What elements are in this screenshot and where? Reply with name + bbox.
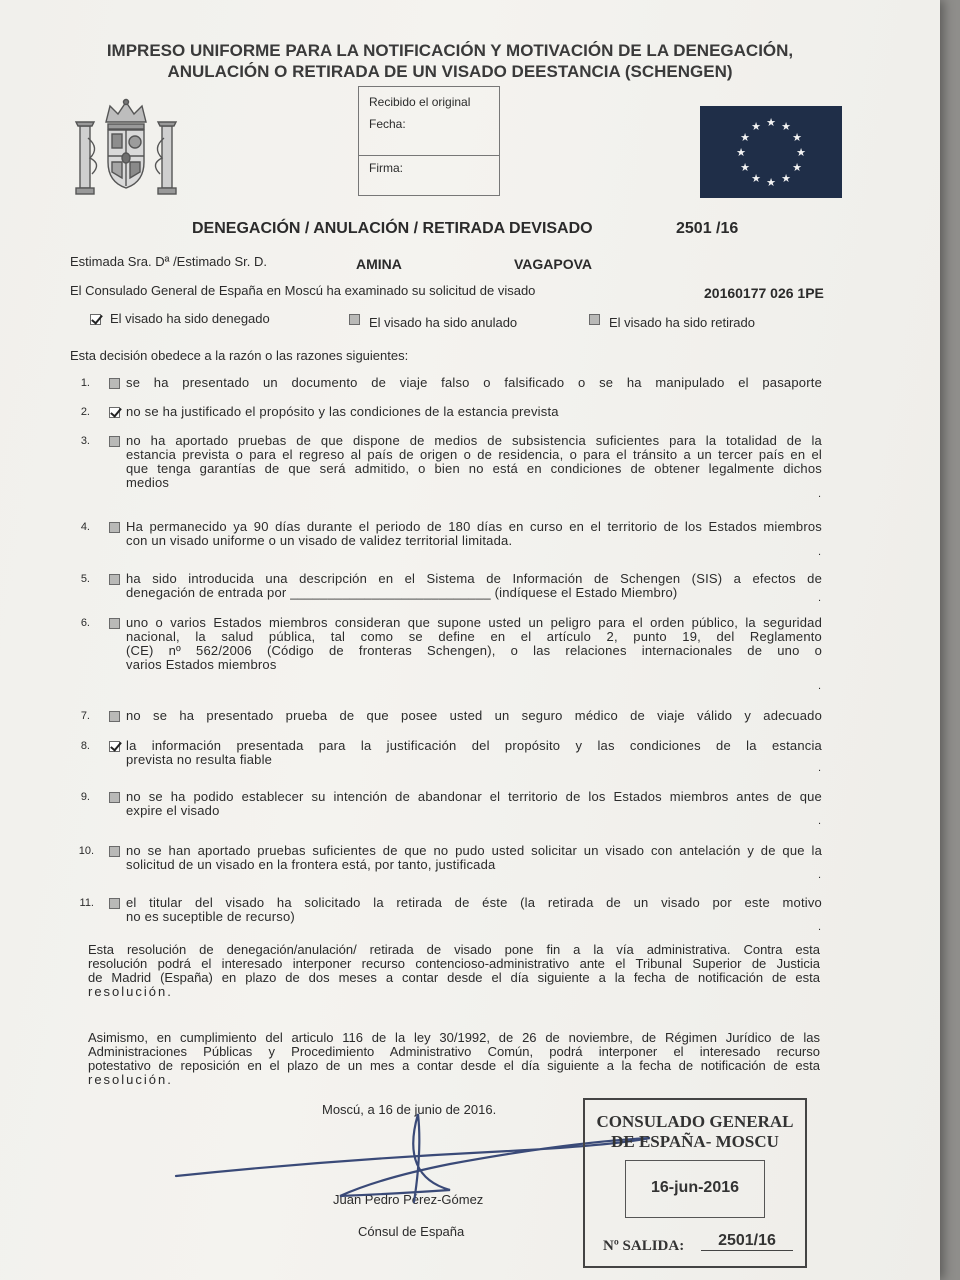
reason-text-line: la información presentada para la justificación del propósito y las condiciones de la estancia bbox=[126, 738, 822, 753]
eu-star-icon: ★ bbox=[740, 132, 750, 144]
receipt-signature-label: Firma: bbox=[369, 161, 403, 175]
reason-text-line: con un visado uniforme o un visado de validez territorial limitada. bbox=[126, 533, 513, 548]
appeal-paragraph-line: Asimismo, en cumplimiento del articulo 116 de la ley 30/1992, de 26 de noviembre, de Régimen Jurídico de las bbox=[88, 1030, 820, 1045]
appeal-paragraph-line: potestativo de reposición en el plazo de un mes a contar desde el día siguiente a la fecha de notificación de esta bbox=[88, 1058, 820, 1073]
status-checkbox[interactable] bbox=[349, 314, 360, 325]
eu-star-icon: ★ bbox=[740, 162, 750, 174]
reason-text-line: expire el visado bbox=[126, 803, 220, 818]
consulate-statement: El Consulado General de España en Moscú ha examinado su solicitud de visado bbox=[70, 283, 536, 298]
reason-text-line: que tenga garantías de que será admitido, o bien no está en condiciones de obtener legalmente dichos bbox=[126, 461, 822, 476]
eu-star-icon: ★ bbox=[796, 147, 806, 159]
line-end-dot: . bbox=[818, 921, 822, 933]
reason-text-line: no se ha presentado prueba de que posee usted un seguro médico de viaje válido y adecuado bbox=[126, 708, 822, 723]
stamp-date: 16-jun-2016 bbox=[650, 1179, 740, 1196]
eu-flag-icon bbox=[700, 106, 842, 198]
reason-text-line: varios Estados miembros bbox=[126, 657, 277, 672]
reason-text-line: no se ha podido establecer su intención de abandonar el territorio de los Estados miembros antes de que bbox=[126, 789, 822, 804]
applicant-first-name: AMINA bbox=[356, 256, 402, 272]
reason-number: 4. bbox=[80, 521, 90, 533]
spanish-coat-of-arms-icon bbox=[70, 98, 182, 198]
reason-number: 7. bbox=[80, 710, 90, 722]
applicant-last-name: VAGAPOVA bbox=[514, 256, 593, 272]
eu-star-icon: ★ bbox=[781, 121, 791, 133]
appeal-paragraph-line: de Madrid (España) en plazo de dos meses a contar desde el día siguiente a la fecha de notificación de esta bbox=[88, 970, 820, 985]
received-original-label: Recibido el original bbox=[369, 95, 471, 109]
reason-number: 8. bbox=[80, 740, 90, 752]
reason-checkbox[interactable] bbox=[109, 574, 120, 585]
application-number: 20160177 026 1PE bbox=[704, 285, 824, 301]
consulate-stamp bbox=[583, 1098, 807, 1268]
stamp-salida-label: Nº SALIDA: bbox=[603, 1238, 685, 1254]
eu-star-icon: ★ bbox=[751, 121, 761, 133]
line-end-dot: . bbox=[818, 546, 822, 558]
status-checkbox[interactable] bbox=[589, 314, 600, 325]
reason-text-line: ha sido introducida una descripción en el Sistema de Información de Schengen (SIS) a efectos de bbox=[126, 571, 822, 586]
eu-star-icon: ★ bbox=[781, 173, 791, 185]
reason-number: 6. bbox=[80, 617, 90, 629]
appeal-paragraph-line: Administraciones Públicas y Procedimiento Administrativo Común, podrá interponer el interesado recurso bbox=[88, 1044, 820, 1059]
reason-checkbox[interactable] bbox=[109, 618, 120, 629]
reason-text-line: Ha permanecido ya 90 días durante el periodo de 180 días en curso en el territorio de los Estados miembros bbox=[126, 519, 822, 534]
signer-role: Cónsul de España bbox=[358, 1224, 465, 1239]
place-and-date: Moscú, a 16 de junio de 2016. bbox=[322, 1102, 497, 1117]
reasons-intro: Esta decisión obedece a la razón o las razones siguientes: bbox=[70, 348, 409, 363]
line-end-dot: . bbox=[818, 815, 822, 827]
line-end-dot: . bbox=[818, 488, 822, 500]
form-title-line1: IMPRESO UNIFORME PARA LA NOTIFICACIÓN Y MOTIVACIÓN DE LA DENEGACIÓN, bbox=[106, 41, 794, 60]
appeal-paragraph-line: resolución podrá el interesado interponer recurso contencioso-administrativo ante el Tribunal Superior de Justicia bbox=[88, 956, 820, 971]
line-end-dot: . bbox=[818, 869, 822, 881]
reason-checkbox[interactable] bbox=[109, 436, 120, 447]
reason-text-line: uno o varios Estados miembros consideran que supone usted un peligro para el orden público, la seguridad bbox=[126, 615, 822, 630]
signer-name: Juan Pedro Pérez-Gómez bbox=[333, 1192, 484, 1207]
reason-checkbox[interactable] bbox=[109, 792, 120, 803]
reason-checkbox[interactable] bbox=[109, 711, 120, 722]
stamp-line1: CONSULADO GENERAL bbox=[596, 1112, 794, 1131]
reason-text-line: no es suceptible de recurso) bbox=[126, 909, 295, 924]
line-end-dot: . bbox=[818, 762, 822, 774]
eu-star-icon: ★ bbox=[751, 173, 761, 185]
salutation: Estimada Sra. Dª /Estimado Sr. D. bbox=[70, 254, 267, 269]
reason-checkbox[interactable] bbox=[109, 407, 120, 418]
decision-reference-number: 2501 /16 bbox=[676, 220, 739, 237]
reason-text-line: (CE) nº 562/2006 (Código de fronteras Schengen), o las relaciones internacionales de uno o bbox=[126, 643, 822, 658]
appeal-paragraph-line: resolución. bbox=[88, 1072, 173, 1087]
reason-checkbox[interactable] bbox=[109, 898, 120, 909]
reason-checkbox[interactable] bbox=[109, 741, 120, 752]
reason-number: 11. bbox=[79, 897, 94, 909]
appeal-paragraph-line: Esta resolución de denegación/anulación/ retirada de visado pone fin a la vía administrativa. Contra esta bbox=[88, 942, 820, 957]
reason-text-line: se ha presentado un documento de viaje falso o falsificado o se ha manipulado el pasaporte bbox=[126, 375, 822, 390]
reason-checkbox[interactable] bbox=[109, 522, 120, 533]
stamp-line2: DE ESPAÑA- MOSCU bbox=[611, 1132, 779, 1151]
reason-text-line: nacional, la salud pública, tal como se define en el artículo 2, punto 19, del Reglamento bbox=[126, 629, 822, 644]
line-end-dot: . bbox=[818, 592, 822, 604]
reason-checkbox[interactable] bbox=[109, 378, 120, 389]
reason-number: 5. bbox=[80, 573, 90, 585]
eu-star-icon: ★ bbox=[766, 117, 776, 129]
eu-star-icon: ★ bbox=[792, 132, 802, 144]
eu-star-icon: ★ bbox=[792, 162, 802, 174]
reason-number: 9. bbox=[80, 791, 90, 803]
reason-text-line: denegación de entrada por ___________________________ (indíquese el Estado Miembro) bbox=[126, 585, 678, 600]
reason-text-line: medios bbox=[126, 475, 170, 490]
reason-text-line: el titular del visado ha solicitado la retirada de éste (la retirada de un visado por este motivo bbox=[126, 895, 822, 910]
reason-text-line: no se ha justificado el propósito y las condiciones de la estancia prevista bbox=[126, 404, 559, 419]
reason-text-line: estancia prevista o para el regreso al país de origen o de residencia, o para el tránsito a un tercer país en el bbox=[126, 447, 822, 462]
eu-star-icon: ★ bbox=[736, 147, 746, 159]
form-title-line2: ANULACIÓN O RETIRADA DE UN VISADO DEESTANCIA (SCHENGEN) bbox=[167, 62, 733, 81]
receipt-date-label: Fecha: bbox=[369, 117, 406, 131]
line-end-dot: . bbox=[818, 680, 822, 692]
receipt-box bbox=[358, 86, 500, 196]
status-option-label: El visado ha sido retirado bbox=[609, 315, 755, 330]
reason-text-line: solicitud de un visado en la frontera está, por tanto, justificada bbox=[126, 857, 496, 872]
stamp-date-box bbox=[625, 1160, 765, 1218]
reason-number: 1. bbox=[80, 377, 90, 389]
status-option-label: El visado ha sido anulado bbox=[369, 315, 518, 330]
status-option-label: El visado ha sido denegado bbox=[110, 311, 270, 326]
decision-title: DENEGACIÓN / ANULACIÓN / RETIRADA DEVISADO bbox=[192, 220, 593, 237]
stamp-salida-number: 2501/16 bbox=[701, 1232, 793, 1251]
reason-text-line: prevista no resulta fiable bbox=[126, 752, 273, 767]
reason-text-line: no se han aportado pruebas suficientes de que no pudo usted solicitar un visado con antelación y de que la bbox=[126, 843, 822, 858]
reason-number: 10. bbox=[78, 845, 94, 857]
reason-checkbox[interactable] bbox=[109, 846, 120, 857]
eu-star-icon: ★ bbox=[766, 177, 776, 189]
form-title bbox=[60, 40, 840, 82]
status-checkbox[interactable] bbox=[90, 314, 101, 325]
reason-number: 3. bbox=[80, 435, 90, 447]
reason-text-line: no ha aportado pruebas de que dispone de medios de subsistencia suficientes para la totalidad de la bbox=[126, 433, 822, 448]
reason-number: 2. bbox=[80, 406, 90, 418]
appeal-paragraph-line: resolución. bbox=[88, 984, 173, 999]
